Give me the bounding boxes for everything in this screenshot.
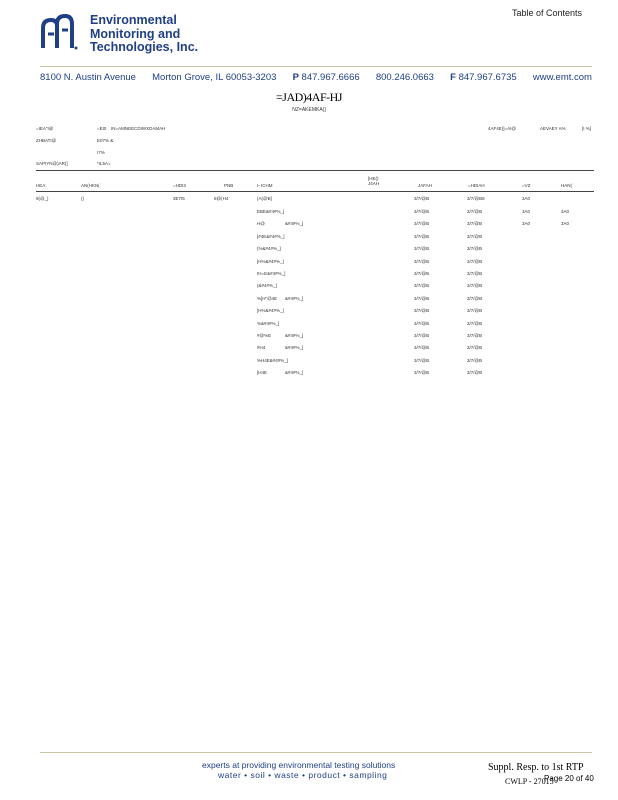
table-cell: &#4#%_] <box>285 295 304 301</box>
table-cell: 3/7/@B <box>414 295 430 301</box>
info-value: =EI0 <box>97 126 107 131</box>
table-cell: 3/7/@B <box>467 258 483 264</box>
info-value: E07% & <box>97 138 114 143</box>
info-value: I7% <box>97 150 105 155</box>
table-cell: ]H%&#4#%_] <box>257 308 284 314</box>
table-cell: 3A0 <box>522 221 531 227</box>
column-header: =HDI3 <box>173 183 186 188</box>
column-header: ]HE() J4AH <box>368 176 380 186</box>
table-cell: &#4#%_] <box>285 345 304 351</box>
phone-number <box>293 72 360 83</box>
table-cell: %]H"@4E <box>257 295 278 301</box>
info-label: ZHBATI@ <box>36 138 57 143</box>
header-rule <box>40 66 592 67</box>
table-cell: 3/7/@B <box>467 295 483 301</box>
supplemental-response-label: Suppl. Resp. to 1st RTP <box>488 762 584 773</box>
contact-bar <box>40 72 592 83</box>
table-header-rule <box>36 191 594 192</box>
fax-label: F <box>450 72 456 83</box>
footer-tagline: experts at providing environmental testing solutions <box>202 760 396 770</box>
column-header: JAFAH <box>418 183 433 188</box>
table-cell: &#4#%_] <box>285 221 304 227</box>
column-header: =HDIAH <box>468 183 485 188</box>
table-cell: 8@(H4 <box>214 196 229 201</box>
table-cell: &#4#%_] <box>285 370 304 376</box>
table-cell: %H4E&#4#%_] <box>257 357 289 363</box>
table-cell: 3/7/@B <box>467 246 483 252</box>
street-address: 8100 N. Austin Avenue <box>40 72 136 83</box>
table-cell: 3/7/@B <box>467 221 483 227</box>
table-cell: #H4 <box>257 345 266 351</box>
fax-value: 847.967.6735 <box>458 72 517 83</box>
table-cell: IH=E&#4#%_] <box>257 271 286 276</box>
table-cell: %&#4#%_] <box>257 320 280 326</box>
footer-rule <box>40 752 592 753</box>
table-cell: (%&#4#%_] <box>257 246 281 252</box>
table-cell: 3E7I5 <box>173 196 185 201</box>
company-name <box>90 14 198 55</box>
info-right: ]I %] <box>582 126 592 131</box>
table-cell: 3/7/@B <box>467 283 483 289</box>
info-label: =IEA"I@ <box>36 126 54 131</box>
table-cell: 3/7/@B <box>467 370 483 376</box>
table-cell: 3/7/@B <box>414 233 430 239</box>
table-cell: 3/7/@B <box>414 357 430 363</box>
info-right: 4AF4E(]=AI@ <box>488 126 516 131</box>
table-cell: 3/7/@B <box>467 345 483 351</box>
table-cell: ]H%&#4#%_] <box>257 258 284 264</box>
info-value: *IL5A= <box>97 161 111 166</box>
table-cell: 3/7/@B <box>467 271 483 276</box>
website-link[interactable]: www.emt.com <box>532 72 592 83</box>
report-subtitle: NZ=AKEMKA(] <box>292 107 326 113</box>
table-cell: 3/7/@B <box>414 196 430 201</box>
page-number: Page 20 of 40 <box>544 774 594 783</box>
company-name-line: Technologies, Inc. <box>90 40 199 54</box>
table-cell: 3/7/@B <box>414 246 430 252</box>
table-cell: 3/7/@B8 <box>467 196 485 201</box>
table-cell: 3A0 <box>522 209 531 214</box>
table-cell: EBE&#4#%_] <box>257 209 285 214</box>
city-address: Morton Grove, IL 60053-3203 <box>152 72 277 83</box>
table-cell: &#4#%_] <box>285 333 304 338</box>
table-cell: 3/7/@B <box>414 221 430 227</box>
table-cell: 3/7/@B <box>467 320 483 326</box>
table-cell: 9(@_] <box>36 196 49 201</box>
column-header: HAN( <box>561 183 572 188</box>
table-cell: 3/7/@B <box>414 320 430 326</box>
table-cell: (A(@B] <box>257 196 272 201</box>
report-title: =JAD)4AF-HJ <box>276 90 342 104</box>
table-cell: H@ <box>257 221 265 227</box>
table-cell: 3A0 <box>561 209 570 214</box>
emt-logo-icon <box>40 14 80 54</box>
column-header: =VZ <box>522 183 531 188</box>
info-value: IN=AMNEECDIWXDAMAH <box>111 126 166 131</box>
phone-label: P <box>292 72 299 83</box>
column-header: AN(HKN( <box>81 183 100 188</box>
table-cell: 3A0 <box>561 221 570 227</box>
phone-value: 847.967.6666 <box>301 72 360 83</box>
footer-services: water • soil • waste • product • sampling <box>218 770 388 780</box>
table-of-contents-link[interactable]: Table of Contents <box>511 8 582 18</box>
table-cell: 3/7/@B <box>414 258 430 264</box>
table-cell: 3/7/@B <box>414 333 430 338</box>
table-cell: 3/7/@B <box>467 333 483 338</box>
table-cell: 3/7/@B <box>414 308 430 314</box>
tollfree-number: 800.246.0663 <box>375 72 434 83</box>
table-cell: ]#4E&#4#%_] <box>257 233 285 239</box>
table-cell: 3/7/@B <box>467 233 483 239</box>
table-cell: 3/7/@B <box>467 357 483 363</box>
bates-number: CWLP - 27015 <box>505 777 554 786</box>
table-top-rule <box>36 170 594 171</box>
table-cell: #@%E <box>257 333 272 338</box>
info-label: SAPIYN@)AR(] <box>36 161 68 166</box>
column-header: I- ICHM <box>257 183 273 188</box>
table-cell: (&#4#%_] <box>257 283 277 289</box>
table-cell: ]H4E <box>257 370 268 376</box>
table-cell: 3/7/@B <box>414 209 430 214</box>
table-cell: 3/7/@B <box>414 283 430 289</box>
column-header: PNB <box>224 183 234 188</box>
table-cell: 3/7/@B <box>414 370 430 376</box>
table-cell: 3/7/@B <box>414 271 430 276</box>
table-cell: 3A0 <box>522 196 531 201</box>
table-cell: 3/7/@B <box>467 209 483 214</box>
table-cell: 3/7/@B <box>414 345 430 351</box>
table-cell: () <box>81 196 84 201</box>
company-name-line: Monitoring and <box>90 26 181 41</box>
table-cell: 3/7/@B <box>467 308 483 314</box>
column-header: HEA: <box>36 183 47 188</box>
fax-number <box>450 72 517 83</box>
company-name-line: Environmental <box>90 13 177 27</box>
info-right: AEVAEY A% <box>540 126 566 131</box>
